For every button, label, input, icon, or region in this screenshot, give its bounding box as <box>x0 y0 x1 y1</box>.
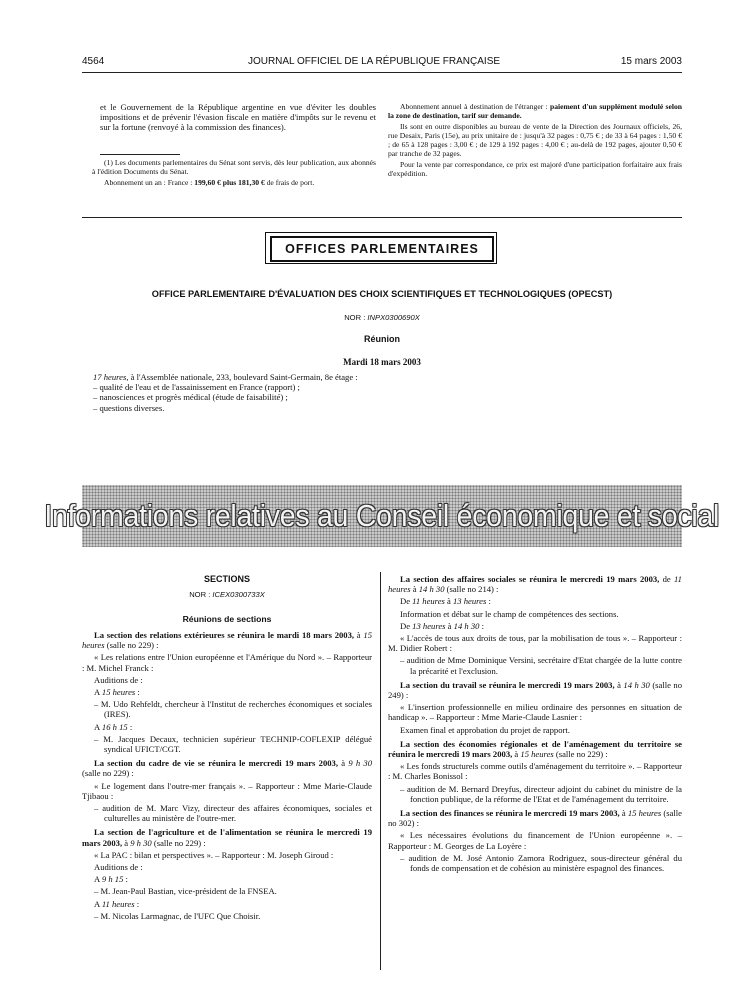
right-sections-column <box>388 574 682 875</box>
time-slot: De 13 heures à 14 h 30 : <box>400 620 484 631</box>
subscription-price: 199,60 € plus 181,30 € <box>194 178 265 187</box>
section-economies-regionales: La section des économies régionales et de l'aménagement du territoire se réunira le mercredi 19 mars 2003, à 15 heures (salle no 229) : <box>388 738 682 760</box>
section-topic: « La PAC : bilan et perspectives ». – Rapporteur : M. Joseph Giroud : <box>94 849 334 860</box>
footnote-text: (1) Les documents parlementaires du Sénat sont servis, dès leur publication, aux abonnés à l'édition Documents du Sénat. <box>92 158 376 176</box>
continued-paragraph: et le Gouvernement de la République argentine en vue d'éviter les doubles impositions et de prévenir l'évasion fiscale en matière d'impôts sur le revenu et sur la fortune (renvoyé à la commission des finances). <box>100 102 376 133</box>
sections-title: SECTIONS <box>203 574 250 584</box>
section-cadre-de-vie: La section du cadre de vie se réunira le mercredi 19 mars 2003, à 9 h 30 (salle no 229) : <box>82 758 372 779</box>
audition-person: – audition de M. Bernard Dreyfus, directeur adjoint du cabinet du ministre de la fonction publique, de la réforme de l'Etat et de l'aménagement du territoire. <box>400 783 682 804</box>
sale-info: Ils sont en outre disponibles au bureau de vente de la Direction des Journaux officiels, 26, rue Desaix, Paris (15e), au prix unitaire de : jusqu'à 32 pages : 0,75 € ; de 33 à 64 pages : 1,50 € ; de 65 à 128 pages : 3,00 € ; de 129 à 192 pages : 4,00 € ; au-delà de 192 pages, ajouter 0,50 € par tranche de 32 pages. <box>388 122 682 158</box>
header-date: 15 mars 2003 <box>620 56 682 67</box>
audition-person: – M. Udo Rehfeldt, chercheur à l'Institut de recherches économiques et sociales (IRES). <box>94 699 372 720</box>
audition-person: – M. Jean-Paul Bastian, vice-président de la FNSEA. <box>94 886 277 897</box>
section-travail: La section du travail se réunira le mercredi 19 mars 2003, à 14 h 30 (salle no 249) : <box>388 679 682 701</box>
subscription-france: Abonnement un an : France : 199,60 € plus 181,30 € de frais de port. <box>104 178 315 187</box>
reunion-date: Mardi 18 mars 2003 <box>343 357 421 367</box>
audition-person: – M. Nicolas Larmagnac, de l'UFC Que Choisir. <box>94 910 261 921</box>
section-topic: « Les fonds structurels comme outils d'aménagement du territoire ». – Rapporteur : M. Charles Bonissol : <box>388 761 682 782</box>
opecst-nor: NOR : INPX0300690X <box>344 313 420 322</box>
section-topic: « L'insertion professionnelle en milieu ordinaire des personnes en situation de handicap ». – Rapporteur : Mme Marie-Claude Lasnier : <box>388 702 682 723</box>
time-slot: De 11 heures à 13 heures : <box>400 596 491 607</box>
section-exam: Examen final et approbation du projet de rapport. <box>400 724 570 735</box>
header-rule <box>82 72 682 73</box>
offices-title: OFFICES PARLEMENTAIRES <box>270 236 494 262</box>
audition-time: A 15 heures : <box>94 687 140 698</box>
section-agriculture: La section de l'agriculture et de l'alimentation se réunira le mercredi 19 mars 2003, à 9 h 30 (salle no 229) : <box>82 827 372 848</box>
sections-nor: NOR : ICEX0300733X <box>189 590 265 599</box>
reunion-location: , à l'Assemblée nationale, 233, boulevard Saint-Germain, 8e étage : <box>126 372 358 382</box>
audition-person: – audition de Mme Dominique Versini, secrétaire d'Etat chargée de la lutte contre la précarité et l'exclusion. <box>400 655 682 676</box>
top-right-column <box>388 102 682 180</box>
agenda-item: – qualité de l'eau et de l'assainissement en France (rapport) ; <box>93 382 300 393</box>
reunions-title: Réunions de sections <box>182 614 272 624</box>
section-topic: « Les relations entre l'Union européenne et l'Amérique du Nord ». – Rapporteur : M. Michel Franck : <box>82 652 372 673</box>
audition-time: A 11 heures : <box>94 898 140 909</box>
audition-person: – audition de M. Marc Vizy, directeur des affaires économiques, sociales et culturelles au ministère de l'outre-mer. <box>94 803 372 824</box>
reunion-time: 17 heures <box>93 372 127 382</box>
agenda-item: – questions diverses. <box>93 402 165 413</box>
mail-order-info: Pour la vente par correspondance, ce prix est majoré d'une participation forfaitaire aux frais d'expédition. <box>388 160 682 178</box>
section-affaires-sociales: La section des affaires sociales se réunira le mercredi 19 mars 2003, de 11 heures à 14 h 30 (salle no 214) : <box>388 574 682 595</box>
ces-banner <box>44 485 720 547</box>
audition-time: A 16 h 15 : <box>94 721 133 732</box>
top-left-column <box>100 102 376 135</box>
reunion-title: Réunion <box>364 334 400 344</box>
section-topic: « Les nécessaires évolutions du financement de l'Union européenne ». – Rapporteur : M. Georges de La Loyère : <box>388 830 682 851</box>
section-relations-exterieures: La section des relations extérieures se réunira le mardi 18 mars 2003, à 15 heures (salle no 229) : <box>82 630 372 651</box>
agenda-item: – nanosciences et progrès médical (étude de faisabilité) ; <box>93 392 288 403</box>
page-number: 4564 <box>82 56 105 67</box>
slot-topic: Information et débat sur le champ de compétences des sections. <box>400 608 619 619</box>
ces-banner-title: Informations relatives au Conseil économique et social <box>44 498 720 533</box>
reunion-agenda <box>93 372 682 413</box>
column-divider <box>380 572 381 970</box>
footnote-block <box>92 158 376 189</box>
section-topic: « L'accès de tous aux droits de tous, par la mobilisation de tous ». – Rapporteur : M. Didier Robert : <box>388 633 682 654</box>
opecst-heading: OFFICE PARLEMENTAIRE D'ÉVALUATION DES CHOIX SCIENTIFIQUES ET TECHNOLOGIQUES (OPECST) <box>151 289 613 299</box>
section-finances: La section des finances se réunira le mercredi 19 mars 2003, à 15 heures (salle no 302) : <box>388 808 682 829</box>
subscription-foreign: Abonnement annuel à destination de l'étranger : paiement d'un supplément modulé selon la zone de destination, tarif sur demande. <box>388 102 682 120</box>
footnote-rule <box>100 154 180 155</box>
journal-title: JOURNAL OFFICIEL DE LA RÉPUBLIQUE FRANÇAISE <box>247 56 501 67</box>
auditions-label: Auditions de : <box>94 862 143 873</box>
audition-person: – audition de M. José Antonio Zamora Rodriguez, sous-directeur général du fonds de compensation et de cohésion au ministère espagnol des finances. <box>400 852 682 874</box>
left-sections-column <box>82 630 372 923</box>
section-topic: « Le logement dans l'outre-mer français ». – Rapporteur : Mme Marie-Claude Tjibaou : <box>82 780 372 801</box>
section-rule <box>82 217 682 218</box>
audition-time: A 9 h 15 : <box>94 874 128 885</box>
audition-person: – M. Jacques Decaux, technicien supérieur TECHNIP-COFLEXIP délégué syndical UFICT/CGT. <box>94 733 372 755</box>
auditions-label: Auditions de : <box>94 674 143 685</box>
